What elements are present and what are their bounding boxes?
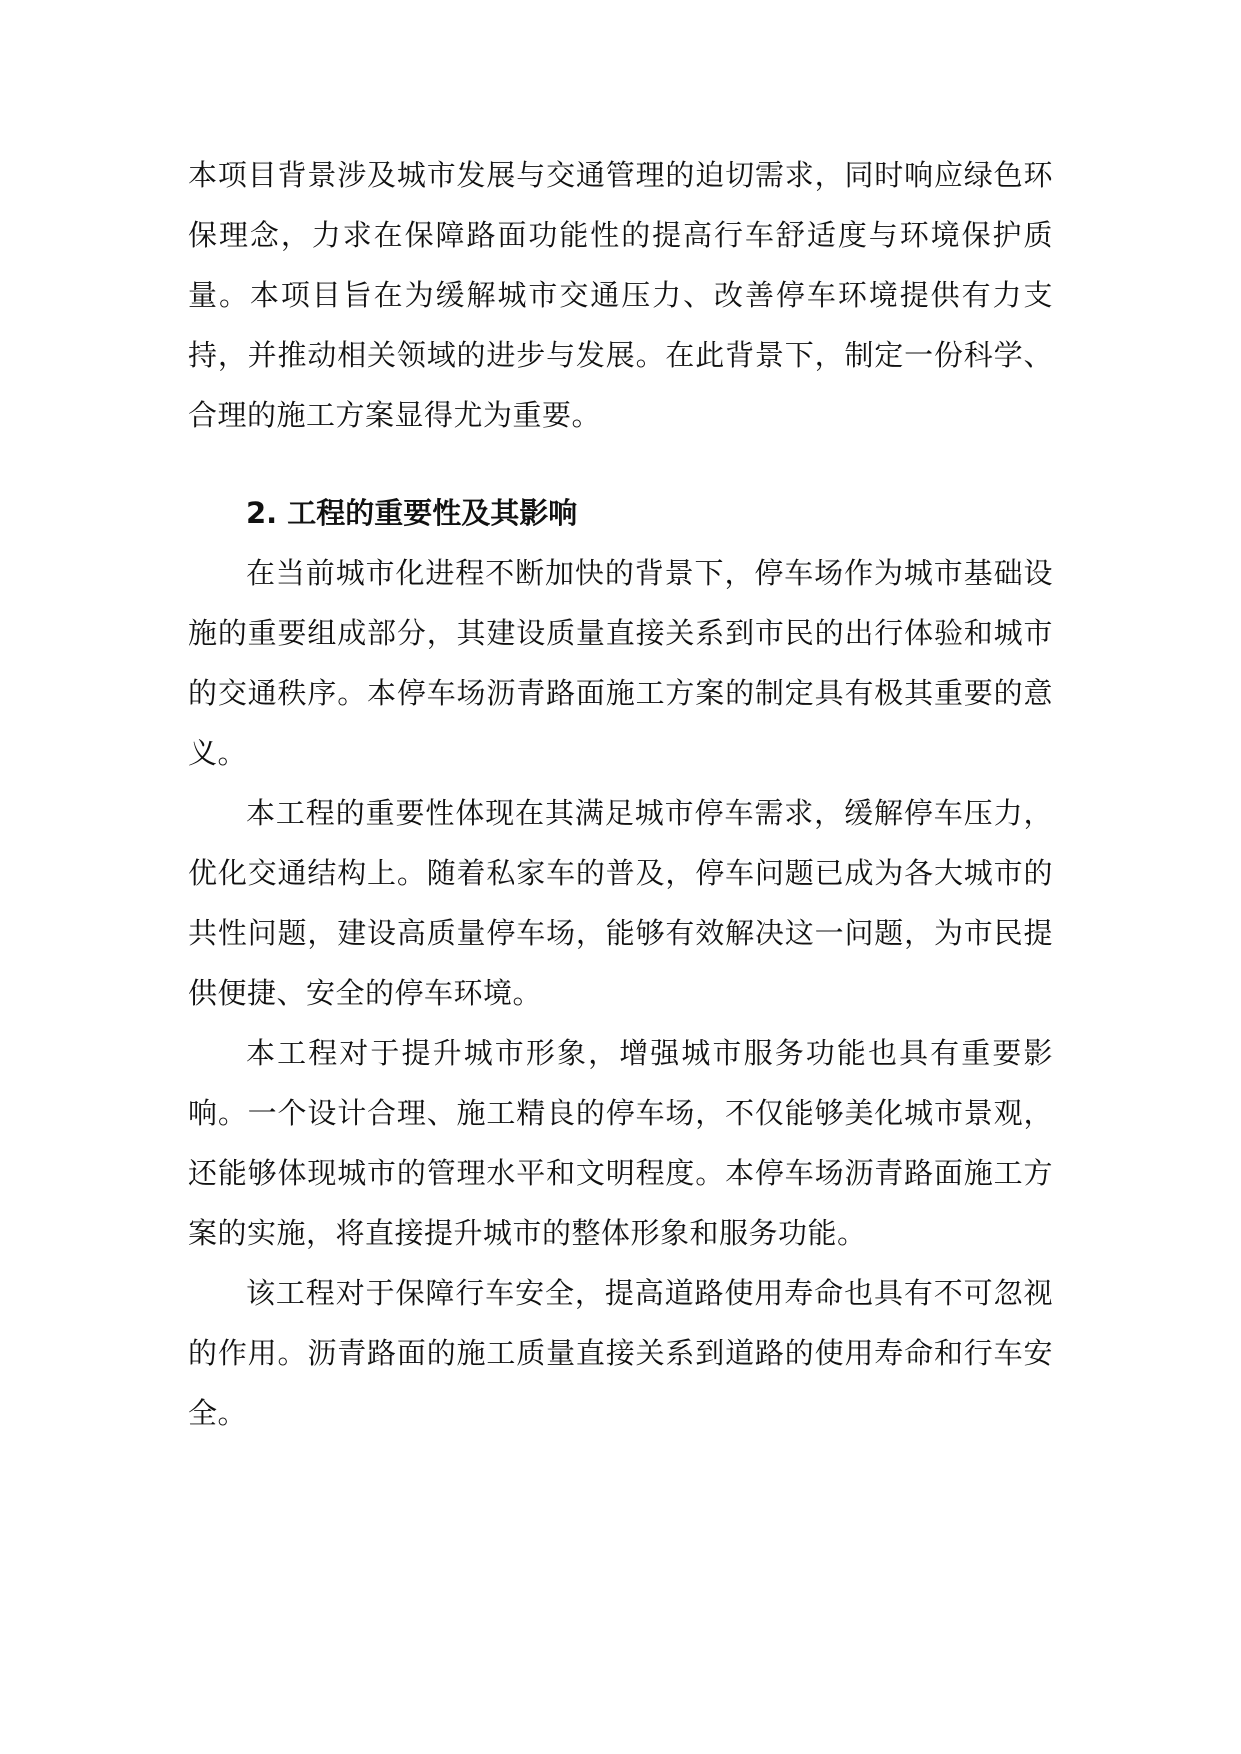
paragraph-city-image: 本工程对于提升城市形象，增强城市服务功能也具有重要影响。一个设计合理、施工精良的停车场，不仅能够美化城市景观，还能够体现城市的管理水平和文明程度。本停车场沥青路面施工方案的实施，将直接提升城市的整体形象和服务功能。 <box>188 1036 1053 1250</box>
document-body <box>188 145 1053 1443</box>
paragraph-importance: 在当前城市化进程不断加快的背景下，停车场作为城市基础设施的重要组成部分，其建设质量直接关系到市民的出行体验和城市的交通秩序。本停车场沥青路面施工方案的制定具有极其重要的意义。 <box>188 556 1053 770</box>
spacer <box>188 445 1053 483</box>
paragraph-background: 本项目背景涉及城市发展与交通管理的迫切需求，同时响应绿色环保理念，力求在保障路面功能性的提高行车舒适度与环境保护质量。本项目旨在为缓解城市交通压力、改善停车环境提供有力支持，并推动相关领域的进步与发展。在此背景下，制定一份科学、合理的施工方案显得尤为重要。 <box>188 158 1053 432</box>
paragraph-safety: 该工程对于保障行车安全，提高道路使用寿命也具有不可忽视的作用。沥青路面的施工质量直接关系到道路的使用寿命和行车安全。 <box>188 1276 1053 1430</box>
paragraph-parking-demand: 本工程的重要性体现在其满足城市停车需求，缓解停车压力，优化交通结构上。随着私家车的普及，停车问题已成为各大城市的共性问题，建设高质量停车场，能够有效解决这一问题，为市民提供便捷、安全的停车环境。 <box>188 796 1053 1010</box>
section-heading: 2. 工程的重要性及其影响 <box>246 496 578 530</box>
